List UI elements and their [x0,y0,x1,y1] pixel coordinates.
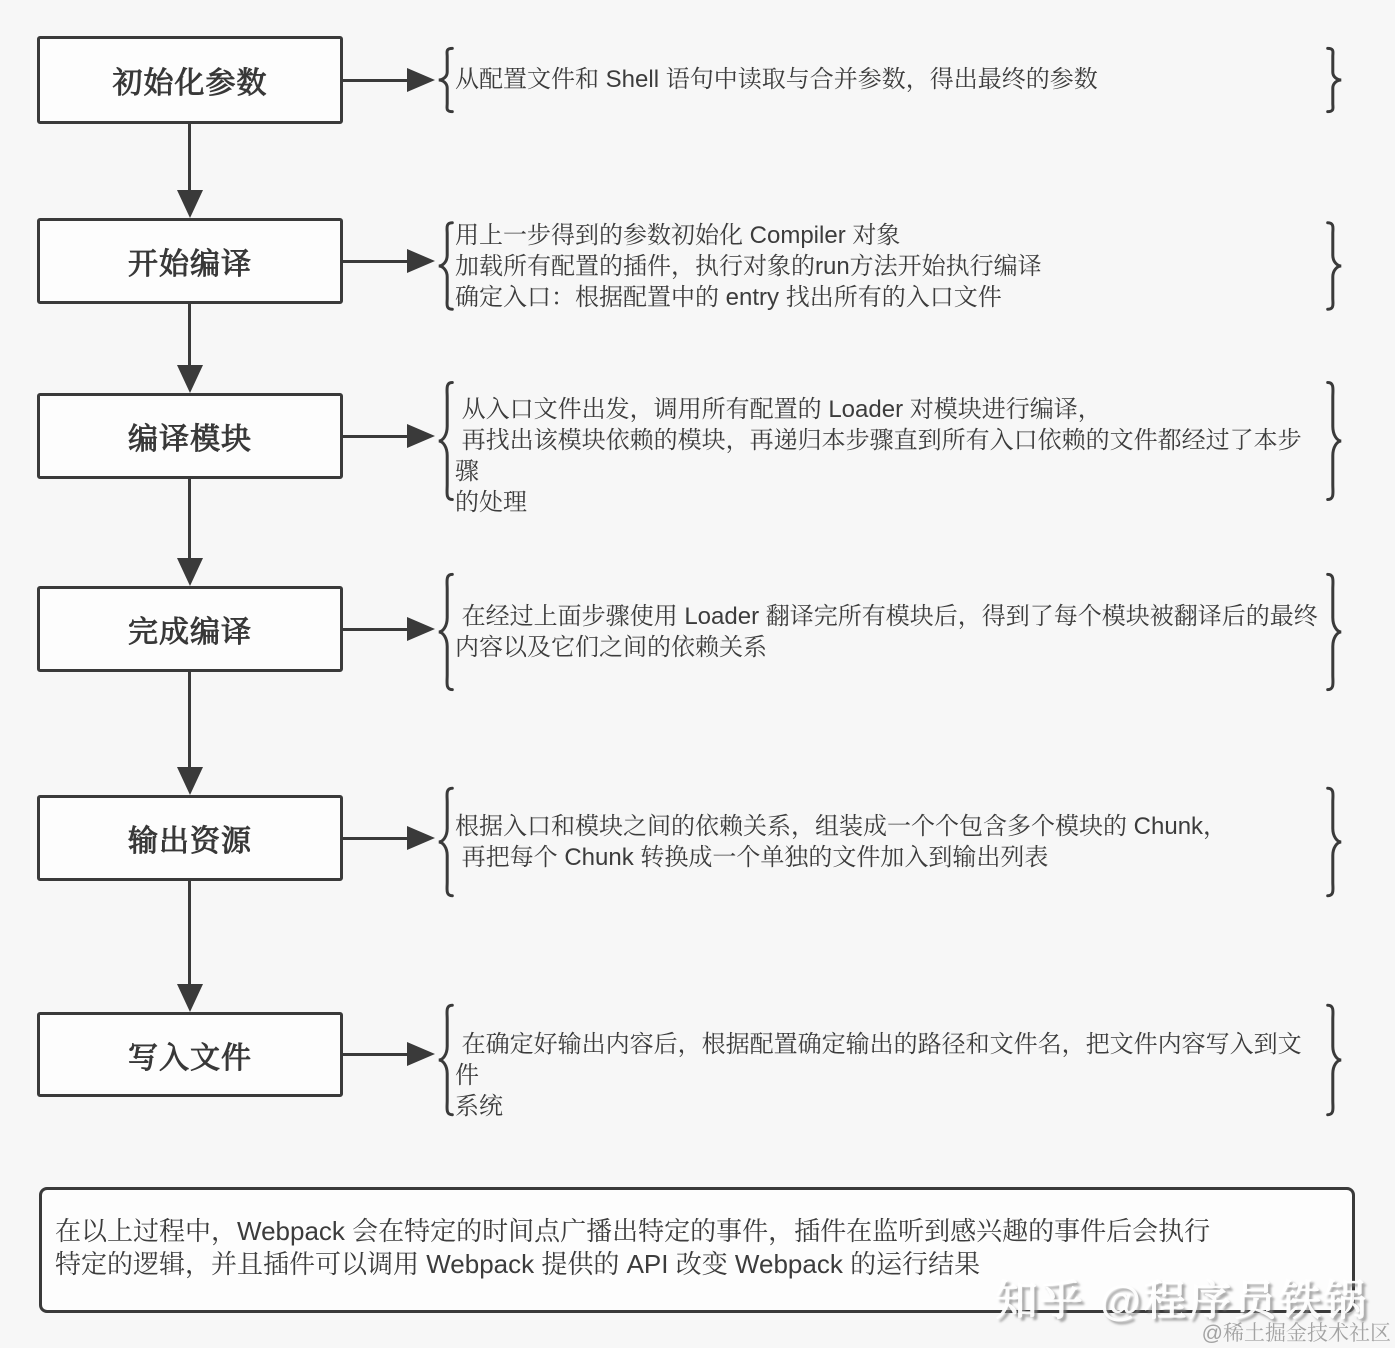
down-arrow-icon [177,558,203,586]
left-brace-icon [437,380,454,502]
step-label: 完成编译 [128,616,252,649]
right-brace-icon [1326,1003,1343,1117]
description-line: 再找出该模块依赖的模块，再递归本步骤直到所有入口依赖的文件都经过了本步骤 [455,427,1302,485]
right-arrow-icon [407,617,435,641]
step-box-start-compile [37,218,343,304]
step-description [455,601,1323,663]
description-line: 根据入口和模块之间的依赖关系，组装成一个个包含多个模块的 Chunk， [455,813,1228,840]
flow-connector [188,479,191,560]
step-box-init-params [37,36,343,124]
step-label: 写入文件 [128,1041,252,1075]
description-line: 的处理 [455,489,527,516]
flow-connector [188,124,191,192]
flow-connector [188,672,191,769]
down-arrow-icon [177,190,203,218]
arrow-line [343,837,411,840]
arrow-line [343,435,411,438]
step-box-output-assets [37,795,343,881]
down-arrow-icon [177,984,203,1012]
down-arrow-icon [177,365,203,393]
right-brace-icon [1326,572,1343,692]
right-brace-icon [1326,221,1343,311]
left-brace-icon [437,47,454,113]
description-line: 在经过上面步骤使用 Loader 翻译完所有模块后，得到了每个模块被翻译后的最终 [455,603,1318,630]
description-line: 再把每个 Chunk 转换成一个单独的文件加入到输出列表 [455,844,1049,871]
arrow-line [343,1053,411,1056]
description-line: 内容以及它们之间的依赖关系 [455,634,767,661]
zhihu-watermark: 知乎 @程序员铁锅 [995,1277,1369,1324]
right-arrow-icon [407,249,435,273]
step-box-write-files [37,1012,343,1097]
step-description [455,394,1323,518]
step-label: 编译模块 [128,423,252,456]
right-arrow-icon [407,424,435,448]
step-description [455,811,1323,873]
step-description [455,64,1323,95]
note-line: 在以上过程中，Webpack 会在特定的时间点广播出特定的事件，插件在监听到感兴趣的事件后会执行 [55,1216,1211,1246]
right-arrow-icon [407,826,435,850]
description-line: 系统 [455,1093,503,1120]
flow-connector [188,304,191,367]
description-line: 确定入口：根据配置中的 entry 找出所有的入口文件 [455,284,1002,311]
description-line: 加载所有配置的插件，执行对象的run方法开始执行编译 [455,253,1042,280]
arrow-line [343,79,411,82]
step-label: 初始化参数 [112,67,268,100]
down-arrow-icon [177,767,203,795]
right-arrow-icon [407,1042,435,1066]
arrow-line [343,260,411,263]
flow-connector [188,881,191,986]
description-line: 从配置文件和 Shell 语句中读取与合并参数，得出最终的参数 [455,66,1098,93]
step-label: 输出资源 [128,825,252,858]
note-line: 特定的逻辑，并且插件可以调用 Webpack 提供的 API 改变 Webpack 的运行结果 [55,1249,981,1279]
left-brace-icon [437,221,454,311]
step-box-compile-modules [37,393,343,479]
step-description [455,1029,1323,1122]
arrow-line [343,628,411,631]
step-description [455,220,1323,313]
step-box-finish-compile [37,586,343,672]
left-brace-icon [437,1003,454,1117]
right-arrow-icon [407,68,435,92]
right-brace-icon [1326,380,1343,502]
right-brace-icon [1326,47,1343,113]
right-brace-icon [1326,786,1343,898]
juejin-watermark: @稀土掘金技术社区 [1201,1322,1391,1345]
description-line: 从入口文件出发，调用所有配置的 Loader 对模块进行编译， [455,396,1102,423]
left-brace-icon [437,572,454,692]
left-brace-icon [437,786,454,898]
description-line: 用上一步得到的参数初始化 Compiler 对象 [455,222,901,249]
step-label: 开始编译 [128,248,252,281]
description-line: 在确定好输出内容后，根据配置确定输出的路径和文件名，把文件内容写入到文件 [455,1031,1302,1089]
